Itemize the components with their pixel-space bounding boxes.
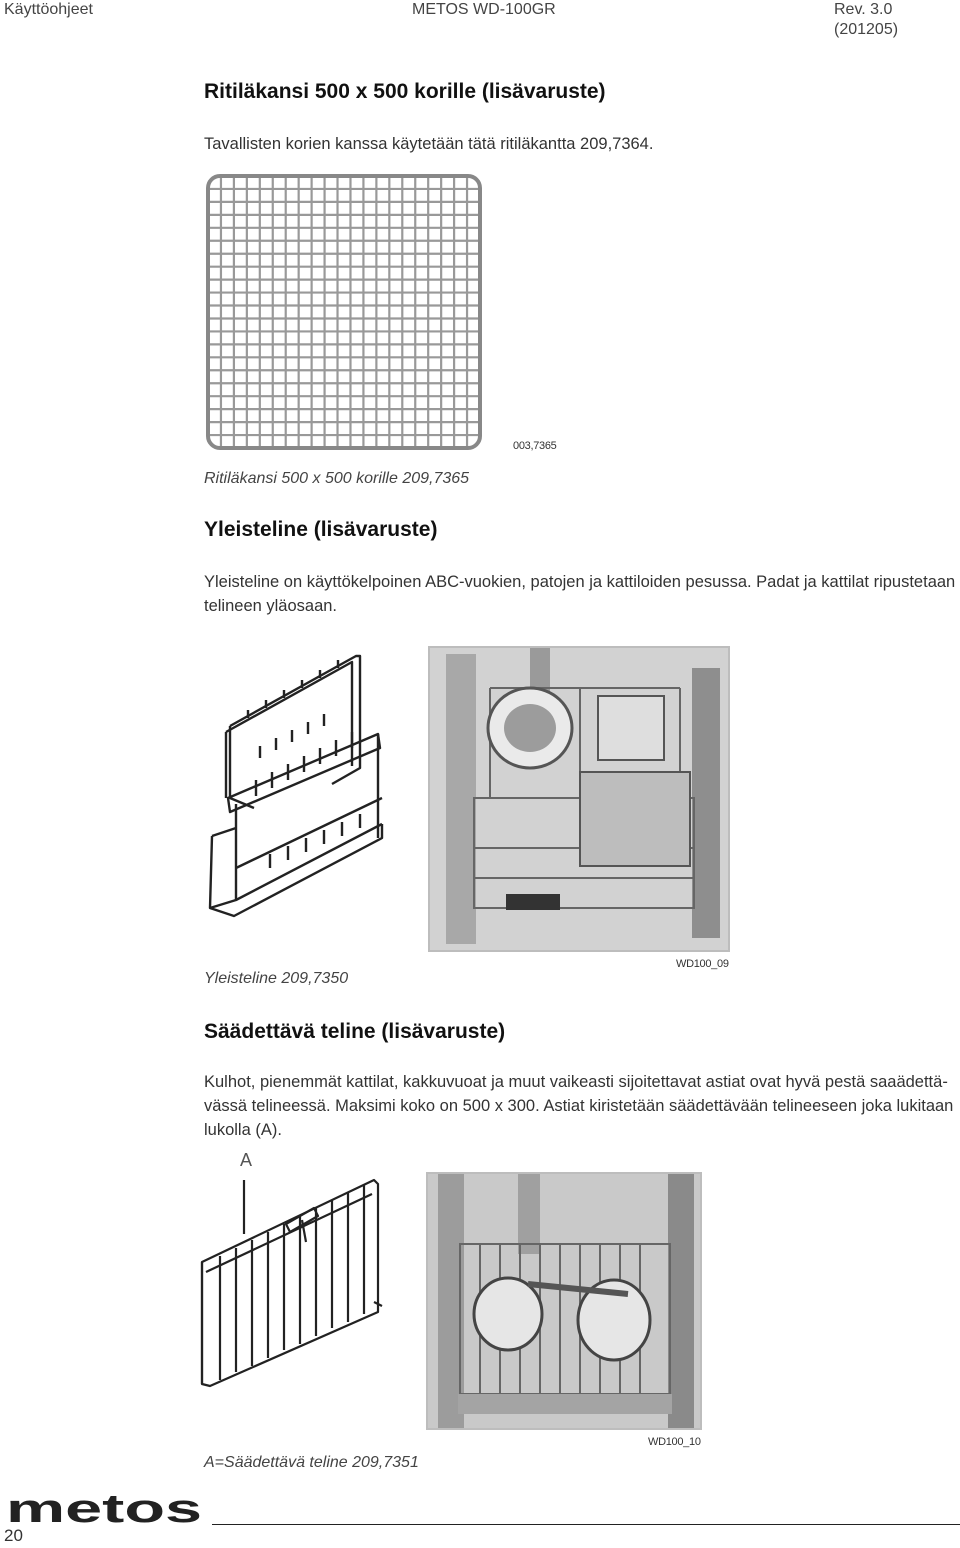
general-rack-photo [428,646,730,952]
figure-code-adjustable-rack: WD100_10 [648,1436,701,1448]
section-text-general-rack: Yleisteline on käyttökelpoinen ABC-vuokien, patojen ja kattiloiden pesussa. Padat ja kattilat ripustetaan telineen yläosaan. [204,573,956,615]
figure-caption-grid: Ritiläkansi 500 x 500 korille 209,7365 [204,470,470,487]
doc-header-left: Käyttöohjeet [4,1,93,18]
figure-code-grid: 003,7365 [513,440,557,452]
section-title-general-rack: Yleisteline (lisävaruste) [204,518,438,541]
figure-caption-adjustable-rack: A=Säädettävä teline 209,7351 [204,1454,419,1471]
figure-label-a: A [240,1150,252,1170]
grid-lid-figure [206,174,482,450]
section-text-grid-lid: Tavallisten korien kanssa käytetään tätä ritiläkantta 209,7364. [204,135,654,153]
figure-code-general-rack: WD100_09 [676,958,729,970]
figure-caption-general-rack: Yleisteline 209,7350 [204,970,349,987]
section-title-adjustable-rack: Säädettävä teline (lisävaruste) [204,1020,506,1043]
section-title-grid-lid: Ritiläkansi 500 x 500 korille (lisävaruste) [204,80,606,103]
adjustable-rack-drawing [196,1172,386,1390]
page-number: 20 [4,1526,23,1545]
doc-header-center: METOS WD-100GR [412,1,556,18]
footer-rule [212,1524,960,1525]
section-text-adjustable-rack: Kulhot, pienemmät kattilat, kakkuvuoat ja muut vaikeasti sijoitettavat astiat ovat hyvä pestä saaädettä-vässä telineessä. Maksimi koko on 500 x 300. Astiat kiristetään säädettävään telineeseen joka lukitaan lukolla (A). [204,1073,954,1139]
adjustable-rack-photo [426,1172,702,1430]
general-rack-drawing [200,648,400,920]
doc-header-right: Rev. 3.0 (201205) [834,1,899,38]
svg-text:metos: metos [6,1494,202,1526]
metos-logo [6,1494,206,1526]
